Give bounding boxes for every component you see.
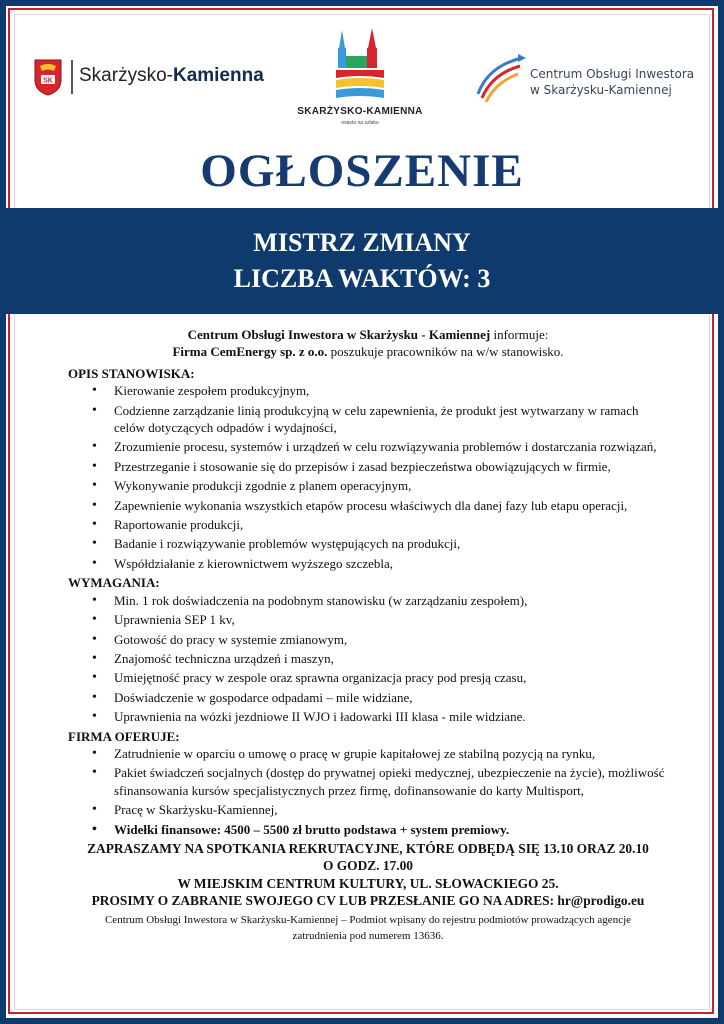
intro-line-1: Centrum Obsługi Inwestora w Skarżysku - Kamiennej informuje: [187, 327, 549, 342]
list-item: • Kierowanie zespołem produkcyjnym, [114, 382, 668, 399]
description-list [68, 382, 668, 572]
city-brand-logo [290, 26, 430, 134]
investor-center-name: Centrum Obsługi Inwestora w Skarżysku-Kamiennej [530, 67, 695, 97]
invite-line-1: ZAPRASZAMY NA SPOTKANIA REKRUTACYJNE, KTÓRE ODBĘDĄ SIĘ 13.10 ORAZ 20.10 [87, 840, 649, 856]
list-item: • Znajomość techniczna urządzeń i maszyn, [114, 650, 668, 667]
job-title: MISTRZ ZMIANY [253, 228, 471, 257]
church-towers-icon [290, 26, 430, 106]
list-item: • Współdziałanie z kierownictwem wyższego szczebla, [114, 555, 668, 572]
list-item: • Raportowanie produkcji, [114, 516, 668, 533]
list-item: • Przestrzeganie i stosowanie się do przepisów i zasad bezpieczeństwa obowiązujących w firmie, [114, 458, 668, 475]
list-item: • Codzienne zarządzanie linią produkcyjną w celu zapewnienia, że produkt jest wytwarzany w ramach celów dotyczących odpadów i wydajności, [114, 402, 668, 437]
list-item: • Badanie i rozwiązywanie problemów występujących na produkcji, [114, 535, 668, 552]
list-item: • Pracę w Skarżysku-Kamiennej, [114, 801, 668, 818]
job-banner [0, 208, 724, 314]
invite-line-2: O GODZ. 17.00 [322, 858, 414, 874]
recruitment-invitation [68, 840, 668, 910]
list-item: • Doświadczenie w gospodarce odpadami – mile widziane, [114, 689, 668, 706]
list-item: • Wykonywanie produkcji zgodnie z planem operacyjnym, [114, 477, 668, 494]
list-item: • Pakiet świadczeń socjalnych (dostęp do prywatnej opieki medycznej, ubezpieczenie na życie), możliwość sfinansowania kursów specjalistycznych przez firmę, dofinansowanie do karty Multisport, [114, 764, 668, 799]
list-item: • Uprawnienia na wózki jezdniowe II WJO i ładowarki III klasa - mile widziane. [114, 708, 668, 725]
city-logo-text: Skarżysko-Kamienna [79, 65, 264, 86]
section-heading-offer: FIRMA OFERUJE: [68, 728, 180, 744]
intro-line-2: Firma CemEnergy sp. z o.o. poszukuje pracowników na w/w stanowisko. [172, 344, 564, 360]
section-heading-description: OPIS STANOWISKA: [68, 365, 195, 381]
list-item: • Gotowość do pracy w systemie zmianowym, [114, 631, 668, 648]
list-item: • Zatrudnienie w oparciu o umowę o pracę w grupie kapitałowej ze stabilną pozycją na rynku, [114, 745, 668, 762]
city-brand-name: SKARŻYSKO-KAMIENNA [297, 106, 423, 117]
coat-of-arms-icon [33, 58, 63, 96]
city-logo [33, 56, 278, 102]
registry-footnote: Centrum Obsługi Inwestora w Skarżysku-Kamiennej – Podmiot wpisany do rejestru podmiotów prowadzących agencje zatrudnienia pod numerem 13636. [104, 913, 632, 942]
investor-center-logo [474, 50, 704, 110]
invite-line-4: PROSIMY O ZABRANIE SWOJEGO CV LUB PRZESŁANIE GO NA ADRES: hr@prodigo.eu [91, 893, 645, 909]
positions-count: LICZBA WAKTÓW: 3 [233, 264, 491, 293]
city-brand-tagline: miasto na szlaku [341, 120, 379, 126]
swoosh-arrow-icon [474, 50, 528, 110]
page-title: OGŁOSZENIE [200, 145, 524, 197]
list-item: • Uprawnienia SEP 1 kv, [114, 611, 668, 628]
invite-line-3: W MIEJSKIM CENTRUM KULTURY, UL. SŁOWACKIEGO 25. [177, 875, 559, 891]
announcement-content [68, 326, 668, 944]
salary-range-item: • Widełki finansowe: 4500 – 5500 zł brutto podstawa + system premiowy. [114, 821, 668, 838]
coat-badge: SK [43, 77, 53, 85]
list-item: • Zapewnienie wykonania wszystkich etapów procesu właściwych dla danej fazy lub etapu operacji, [114, 497, 668, 514]
section-heading-requirements: WYMAGANIA: [68, 575, 160, 591]
offer-list [68, 745, 668, 838]
list-item: • Min. 1 rok doświadczenia na podobnym stanowisku (w zarządzaniu zespołem), [114, 592, 668, 609]
list-item: • Zrozumienie procesu, systemów i urządzeń w celu rozwiązywania problemów i dostarczania rozwiązań, [114, 438, 668, 455]
requirements-list [68, 592, 668, 726]
logo-separator [71, 60, 73, 94]
list-item: • Umiejętność pracy w zespole oraz sprawna organizacja pracy pod presją czasu, [114, 669, 668, 686]
